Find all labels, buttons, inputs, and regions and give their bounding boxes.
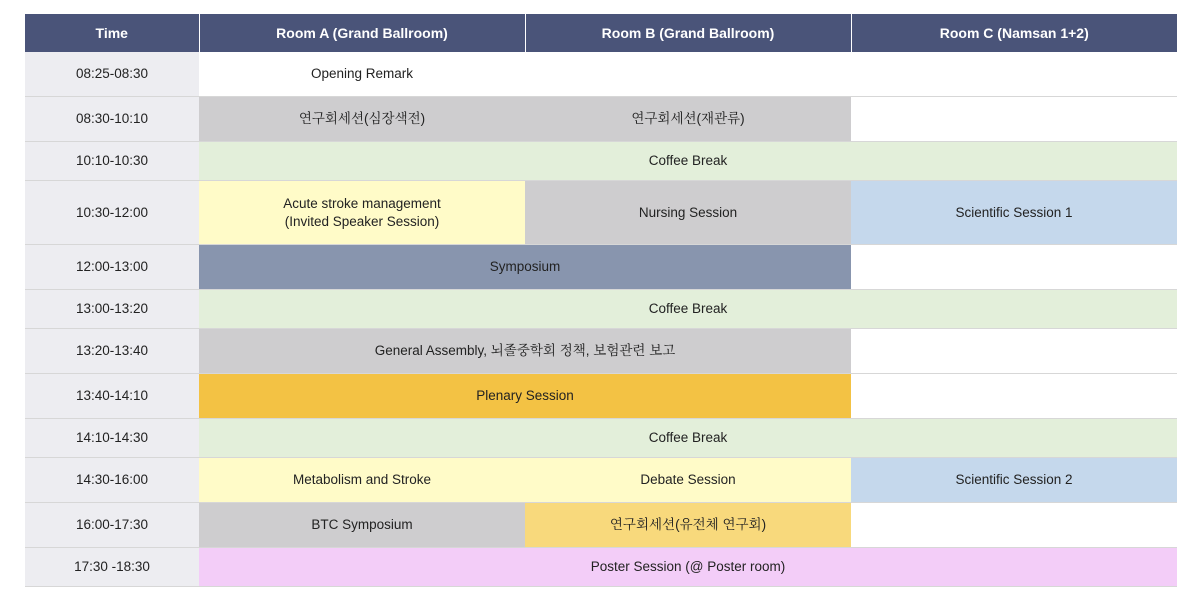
schedule-row (25, 52, 1177, 97)
empty-cell (851, 97, 1177, 142)
session-title-line: Scientific Session 2 (955, 472, 1073, 487)
session-cell-rooms-a-b (199, 245, 851, 290)
schedule-row (25, 374, 1177, 419)
schedule-body (25, 52, 1177, 587)
empty-cell (851, 245, 1177, 290)
schedule-row (25, 181, 1177, 245)
time-slot: 16:00-17:30 (25, 503, 199, 548)
schedule-row (25, 290, 1177, 329)
session-title-line: (Invited Speaker Session) (284, 213, 440, 229)
schedule-row (25, 97, 1177, 142)
schedule-container (25, 14, 1177, 587)
schedule-row (25, 419, 1177, 458)
session-title-line: 연구회세션(유전체 연구회) (609, 517, 767, 532)
session-cell-all-rooms (199, 419, 1177, 458)
session-title-line: Opening Remark (310, 66, 414, 81)
time-slot: 10:30-12:00 (25, 181, 199, 245)
schedule-table (25, 14, 1177, 587)
time-slot: 13:20-13:40 (25, 329, 199, 374)
session-title-line: Plenary Session (476, 388, 574, 403)
session-title-line: Coffee Break (648, 430, 728, 445)
session-cell-room-a (199, 181, 525, 245)
time-slot: 17:30 -18:30 (25, 548, 199, 587)
empty-cell (851, 52, 1177, 97)
session-title-line: BTC Symposium (311, 517, 413, 532)
header-room-b: Room B (Grand Ballroom) (525, 14, 851, 52)
session-title-line: Metabolism and Stroke (292, 472, 432, 487)
session-cell-room-b (525, 97, 851, 142)
time-slot: 10:10-10:30 (25, 142, 199, 181)
empty-cell (851, 374, 1177, 419)
header-room-a: Room A (Grand Ballroom) (199, 14, 525, 52)
session-cell-room-a (199, 97, 525, 142)
session-cell-room-a (199, 458, 525, 503)
schedule-row (25, 142, 1177, 181)
session-cell-room-c (851, 458, 1177, 503)
schedule-row (25, 329, 1177, 374)
schedule-row (25, 503, 1177, 548)
time-slot: 12:00-13:00 (25, 245, 199, 290)
session-title-line: Coffee Break (648, 301, 728, 316)
session-title-line: General Assembly, 뇌졸중학회 정책, 보험관련 보고 (374, 343, 676, 358)
session-cell-all-rooms (199, 548, 1177, 587)
session-title-line: Debate Session (640, 472, 736, 487)
session-cell-room-a (199, 503, 525, 548)
empty-cell (851, 329, 1177, 374)
schedule-row (25, 245, 1177, 290)
session-title-line: Symposium (489, 259, 561, 274)
session-cell-room-b (525, 503, 851, 548)
time-slot: 08:30-10:10 (25, 97, 199, 142)
time-slot: 14:10-14:30 (25, 419, 199, 458)
session-cell-room-b (525, 458, 851, 503)
schedule-row (25, 458, 1177, 503)
header-room-c: Room C (Namsan 1+2) (851, 14, 1177, 52)
schedule-row (25, 548, 1177, 587)
time-slot: 14:30-16:00 (25, 458, 199, 503)
session-cell-room-a (199, 52, 525, 97)
empty-cell (525, 52, 851, 97)
session-cell-all-rooms (199, 290, 1177, 329)
session-title-line: 연구회세션(심장색전) (298, 111, 426, 126)
session-title-line: 연구회세션(재관류) (631, 111, 745, 126)
session-title-line: Scientific Session 1 (955, 204, 1073, 220)
session-cell-room-c (851, 181, 1177, 245)
empty-cell (851, 503, 1177, 548)
session-cell-rooms-a-b (199, 329, 851, 374)
session-cell-room-b (525, 181, 851, 245)
time-slot: 13:00-13:20 (25, 290, 199, 329)
time-slot: 13:40-14:10 (25, 374, 199, 419)
session-title-line: Coffee Break (648, 153, 728, 168)
header-row (25, 14, 1177, 52)
session-title-line: Acute stroke management (283, 195, 441, 211)
time-slot: 08:25-08:30 (25, 52, 199, 97)
session-title-line: Nursing Session (638, 204, 738, 220)
session-title-line: Poster Session (@ Poster room) (590, 559, 786, 574)
session-cell-rooms-a-b (199, 374, 851, 419)
header-time: Time (25, 14, 199, 52)
session-cell-all-rooms (199, 142, 1177, 181)
